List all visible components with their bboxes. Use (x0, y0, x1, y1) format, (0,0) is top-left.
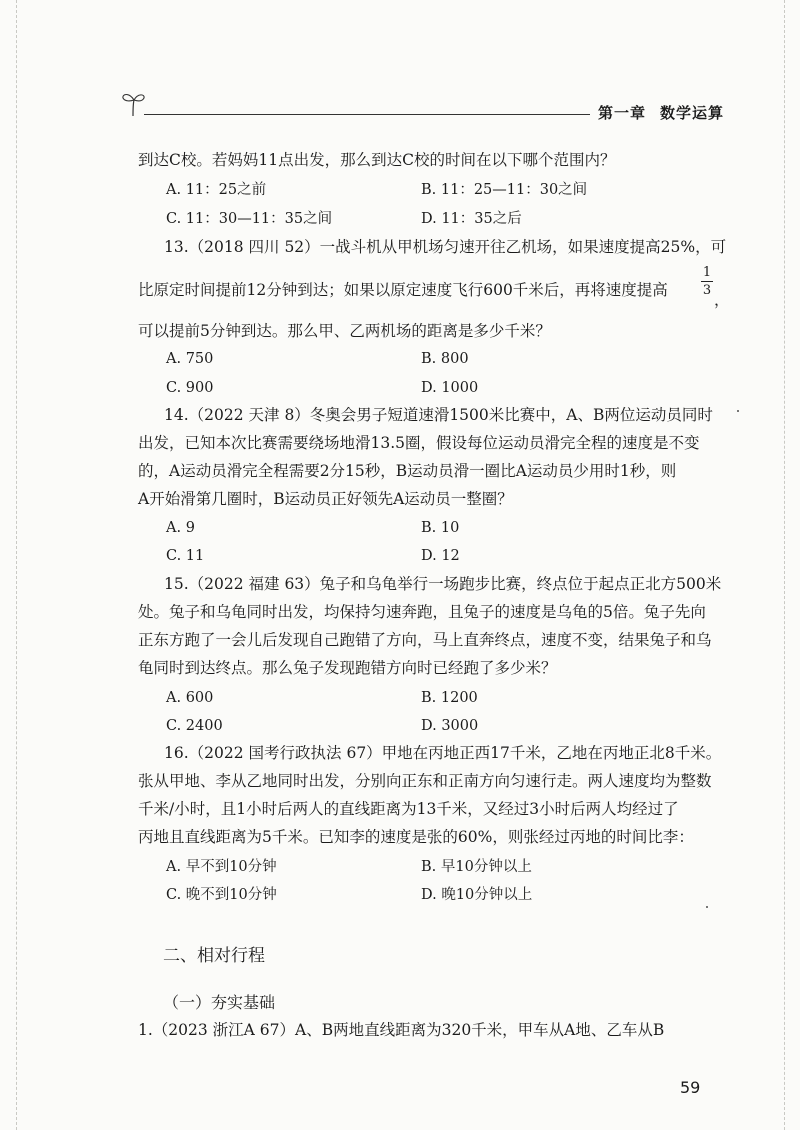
sprout-icon (120, 88, 146, 118)
q13-line-1: 13.（2018 四川 52）一战斗机从甲机场匀速开往乙机场，如果速度提高25%，可 (164, 238, 727, 256)
q16-option-b: B. 早10分钟以上 (421, 859, 532, 875)
q14-option-b: B. 10 (421, 520, 460, 536)
q14-line-2: 出发，已知本次比赛需要绕场地滑13.5圈，假设每位运动员滑完全程的速度是不变 (138, 434, 700, 452)
q16-line-4: 丙地且直线距离为5千米。已知李的速度是张的60%，则张经过丙地的时间比李： (138, 828, 694, 846)
scan-speck (706, 906, 708, 908)
scan-edge-right (784, 0, 786, 1130)
q14-line-4: A开始滑第几圈时，B运动员正好领先A运动员一整圈？ (138, 490, 513, 508)
chapter-number: 第一章 (598, 104, 647, 122)
subsection-heading: （一）夯实基础 (163, 993, 276, 1012)
chapter-heading (598, 102, 724, 123)
q14-option-c: C. 11 (166, 548, 205, 564)
section-heading: 二、相对行程 (163, 946, 265, 966)
q16-line-2: 张从甲地、李从乙地同时出发，分别向正东和正南方向匀速行走。两人速度均为整数 (138, 772, 712, 790)
q15-option-a: A. 600 (166, 690, 214, 706)
header-rule (144, 114, 590, 115)
q13-option-d: D. 1000 (421, 380, 479, 396)
scan-speck (737, 410, 739, 412)
q15-option-b: B. 1200 (421, 690, 478, 706)
fraction-trailing-comma: ， (714, 291, 730, 309)
q15-line-2: 处。兔子和乌龟同时出发，均保持匀速奔跑，且兔子的速度是乌龟的5倍。兔子先向 (138, 603, 706, 621)
q16-option-d: D. 晚10分钟以上 (421, 887, 533, 903)
q13-line-2: 比原定时间提前12分钟到达；如果以原定速度飞行600千米后，再将速度提高 (138, 281, 668, 299)
q16-option-c: C. 晚不到10分钟 (166, 887, 277, 903)
q16-line-3: 千米/小时，且1小时后两人的直线距离为13千米，又经过3小时后两人均经过了 (138, 800, 679, 818)
section2-q1-line-1: 1.（2023 浙江A 67）A、B两地直线距离为320千米，甲车从A地、乙车从B (138, 1021, 665, 1039)
q16-option-a: A. 早不到10分钟 (166, 859, 277, 875)
q13-option-b: B. 800 (421, 351, 469, 367)
q13-option-c: C. 900 (166, 380, 214, 396)
q15-line-1: 15.（2022 福建 63）兔子和乌龟举行一场跑步比赛，终点位于起点正北方500米 (164, 575, 722, 593)
running-header (120, 88, 732, 128)
q13-option-a: A. 750 (166, 351, 214, 367)
chapter-title: 数学运算 (660, 104, 725, 122)
fraction-bar (701, 281, 713, 282)
q14-option-a: A. 9 (166, 520, 195, 536)
q13-line-3: 可以提前5分钟到达。那么甲、乙两机场的距离是多少千米？ (138, 322, 551, 340)
q15-option-c: C. 2400 (166, 718, 223, 734)
q12-option-c: C. 11：30—11：35之间 (166, 211, 333, 227)
q14-line-1: 14.（2022 天津 8）冬奥会男子短道速滑1500米比赛中，A、B两位运动员同时 (164, 406, 713, 424)
scan-edge-left (16, 0, 18, 1130)
page-number: 59 (680, 1078, 701, 1097)
q15-line-4: 龟同时到达终点。那么兔子发现跑错方向时已经跑了多少米？ (138, 659, 557, 677)
q12-option-b: B. 11：25—11：30之间 (421, 182, 588, 198)
q12-text-tail: 到达C校。若妈妈11点出发，那么到达C校的时间在以下哪个范围内？ (138, 151, 616, 169)
q12-option-d: D. 11：35之后 (421, 211, 522, 227)
fraction-numerator: 1 (702, 265, 712, 280)
fraction-one-third (701, 266, 713, 297)
q12-option-a: A. 11：25之前 (166, 182, 267, 198)
q14-line-3: 的，A运动员滑完全程需要2分15秒，B运动员滑一圈比A运动员少用时1秒，则 (138, 462, 677, 480)
q15-option-d: D. 3000 (421, 718, 479, 734)
fraction-denominator: 3 (702, 283, 712, 298)
q15-line-3: 正东方跑了一会儿后发现自己跑错了方向，马上直奔终点，速度不变，结果兔子和乌 (138, 631, 712, 649)
q16-line-1: 16.（2022 国考行政执法 67）甲地在丙地正西17千米，乙地在丙地正北8千米。 (164, 744, 722, 762)
q14-option-d: D. 12 (421, 548, 460, 564)
